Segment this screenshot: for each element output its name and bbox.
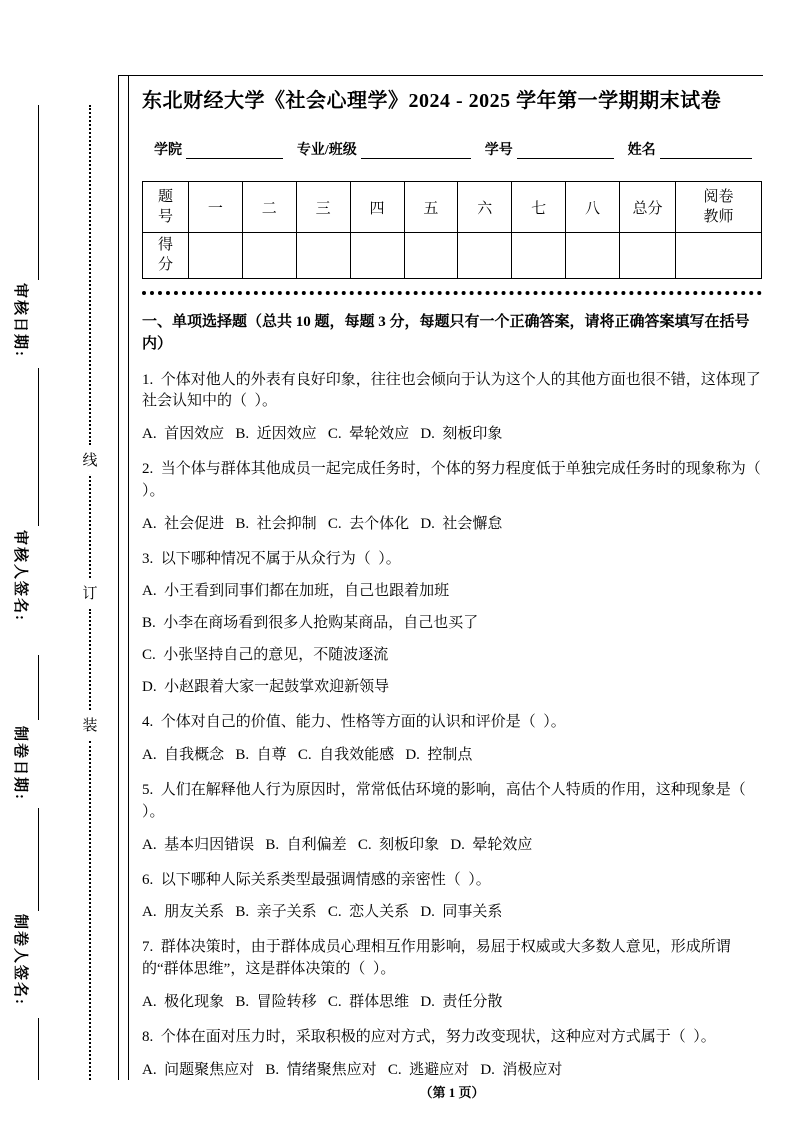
score-cell [350,233,404,279]
score-table-col-3: 三 [296,182,350,233]
binding-char-xian: 线 [82,453,98,469]
question-3 [142,549,762,699]
student-id-blank [517,143,614,159]
binding-dotted-line [89,741,91,1080]
question-stem: 7. 群体决策时，由于群体成员心理相互作用影响，易屈于权威或大多数人意见，形成所谓的“群体思维”，这是群体决策的（ ）。 [142,939,731,977]
question-stem: 1. 个体对他人的外表有良好印象，往往也会倾向于认为这个人的其他方面也很不错，这体现了社会认知中的（ ）。 [142,371,761,410]
question-option-a: A. 小王看到同事们都在加班，自己也跟着加班 [142,583,450,600]
dotted-separator [142,291,762,295]
content-frame-top-border [118,75,763,76]
question-6 [142,870,762,924]
question-stem: 5. 人们在解释他人行为原因时，常常低估环境的影响，高估个人特质的作用，这种现象是（ ）。 [142,782,754,820]
question-stem: 4. 个体对自己的价值、能力、性格等方面的认识和评价是（ ）。 [142,714,566,731]
margin-blank-line [38,655,39,720]
college-blank [186,143,283,159]
page-number: （第 1 页） [419,1085,485,1100]
question-1 [142,370,762,446]
score-cell [189,233,243,279]
score-table-col-2: 二 [242,182,296,233]
score-table-qnum-header: 题号 [143,182,189,233]
student-info-row [142,139,762,159]
question-options: A. 基本归因错误 B. 自利偏差 C. 刻板印象 D. 晕轮效应 [142,836,533,853]
question-stem: 6. 以下哪种人际关系类型最强调情感的亲密性（ ）。 [142,871,491,888]
binding-dotted-line [89,476,91,578]
section-heading: 一、单项选择题（总共 10 题，每题 3 分，每题只有一个正确答案，请将正确答案填写在括号内） [142,313,750,352]
page-title: 东北财经大学《社会心理学》2024 - 2025 学年第一学期期末试卷 [142,90,722,112]
question-stem: 3. 以下哪种情况不属于从众行为（ ）。 [142,550,401,567]
margin-blank-line [38,368,39,526]
binding-dotted-line [89,609,91,710]
score-cell-total [620,233,676,279]
question-8 [142,1027,762,1081]
binding-dotted-line [89,105,91,445]
make-date-label: 制卷日期: [12,726,28,801]
score-cell [512,233,566,279]
question-options: A. 社会促进 B. 社会抑制 C. 去个体化 D. 社会懈怠 [142,515,503,532]
question-options: A. 首因效应 B. 近因效应 C. 晕轮效应 D. 刻板印象 [142,426,503,442]
score-cell [296,233,350,279]
question-options: A. 问题聚焦应对 B. 情绪聚焦应对 C. 逃避应对 D. 消极应对 [142,1061,563,1078]
name-blank [660,143,752,159]
major-class-blank [361,143,471,159]
question-7 [142,937,762,1013]
margin-blank-line [38,808,39,911]
question-5 [142,780,762,856]
major-class-label: 专业/班级 [296,143,357,158]
seal-double-line-outer [118,75,119,1080]
score-cell [404,233,458,279]
questions-area [142,370,769,1081]
score-table [142,181,762,279]
score-cell [566,233,620,279]
name-label: 姓名 [627,143,656,158]
reviewer-signature-label: 审核人签名: [12,530,28,622]
question-option-c: C. 小张坚持自己的意见，不随波逐流 [142,647,389,664]
question-options: A. 自我概念 B. 自尊 C. 自我效能感 D. 控制点 [142,747,473,763]
maker-signature-label: 制卷人签名: [12,914,28,1006]
score-table-col-5: 五 [404,182,458,233]
score-table-col-1: 一 [189,182,243,233]
score-table-grader-header: 阅卷教师 [676,182,762,233]
question-2 [142,459,769,535]
question-options: A. 朋友关系 B. 亲子关系 C. 恋人关系 D. 同事关系 [142,904,503,921]
college-label: 学院 [154,143,182,158]
student-id-label: 学号 [484,143,513,158]
question-stem: 2. 当个体与群体其他成员一起完成任务时，个体的努力程度低于单独完成任务时的现象称为（ ）。 [142,461,769,499]
question-option-b: B. 小李在商场看到很多人抢购某商品，自己也买了 [142,615,479,632]
binding-char-zhuang: 装 [82,718,98,734]
score-table-total-header: 总分 [620,182,676,233]
question-4 [142,712,762,766]
question-stem: 8. 个体在面对压力时，采取积极的应对方式，努力改变现状，这种应对方式属于（ ）。 [142,1028,716,1045]
exam-page [142,84,769,1081]
question-options: A. 极化现象 B. 冒险转移 C. 群体思维 D. 责任分散 [142,993,503,1010]
margin-blank-line [38,105,39,280]
margin-blank-line [38,1018,39,1080]
score-table-col-8: 八 [566,182,620,233]
binding-char-ding: 订 [82,586,98,602]
score-cell [242,233,296,279]
score-cell-grader [676,233,762,279]
review-date-label: 审核日期: [12,283,28,358]
score-table-col-7: 七 [512,182,566,233]
score-table-col-6: 六 [458,182,512,233]
seal-double-line-inner [128,75,129,1080]
score-cell [458,233,512,279]
question-option-d: D. 小赵跟着大家一起鼓掌欢迎新领导 [142,679,390,696]
score-table-score-label: 得分 [143,233,189,279]
score-table-col-4: 四 [350,182,404,233]
